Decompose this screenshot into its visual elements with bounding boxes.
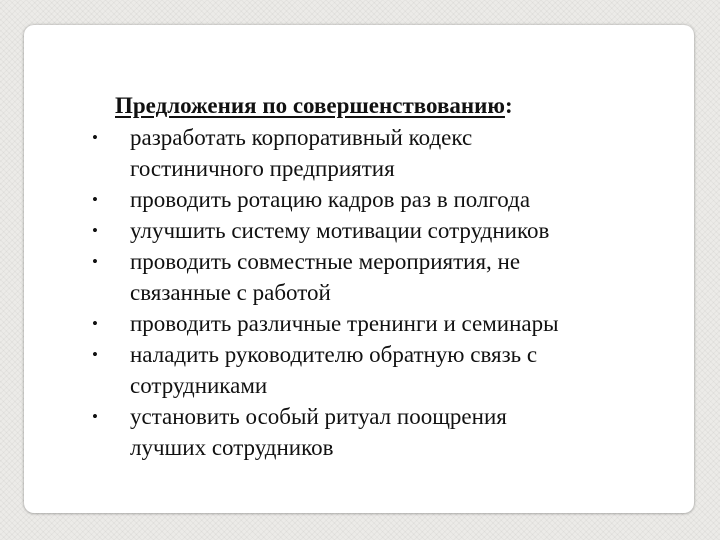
bullet-list (92, 122, 652, 463)
bullet-text: проводить различные тренинги и семинары (130, 311, 559, 336)
bullet-icon: • (92, 190, 98, 209)
slide-title (115, 92, 513, 120)
bullet-item (92, 184, 652, 215)
bullet-icon: • (92, 345, 98, 364)
bullet-text: разработать корпоративный кодекс гостиничного предприятия (130, 125, 473, 181)
bullet-item (92, 401, 652, 463)
bullet-icon: • (92, 221, 98, 240)
bullet-text: установить особый ритуал поощрения лучших сотрудников (130, 404, 507, 460)
bullet-text: наладить руководителю обратную связь с сотрудниками (130, 342, 538, 398)
bullet-item (92, 339, 652, 401)
slide-title-colon: : (504, 93, 513, 118)
bullet-icon: • (92, 314, 98, 333)
bullet-icon: • (92, 252, 98, 271)
bullet-item (92, 308, 652, 339)
bullet-item (92, 122, 652, 184)
bullet-icon: • (92, 407, 98, 426)
bullet-text: проводить ротацию кадров раз в полгода (130, 187, 531, 212)
bullet-item (92, 215, 652, 246)
bullet-text: проводить совместные мероприятия, не связанные с работой (130, 249, 521, 305)
bullet-item (92, 246, 652, 308)
bullet-icon: • (92, 128, 98, 147)
bullet-text: улучшить систему мотивации сотрудников (130, 218, 550, 243)
slide-title-text: Предложения по совершенствованию (115, 93, 505, 118)
